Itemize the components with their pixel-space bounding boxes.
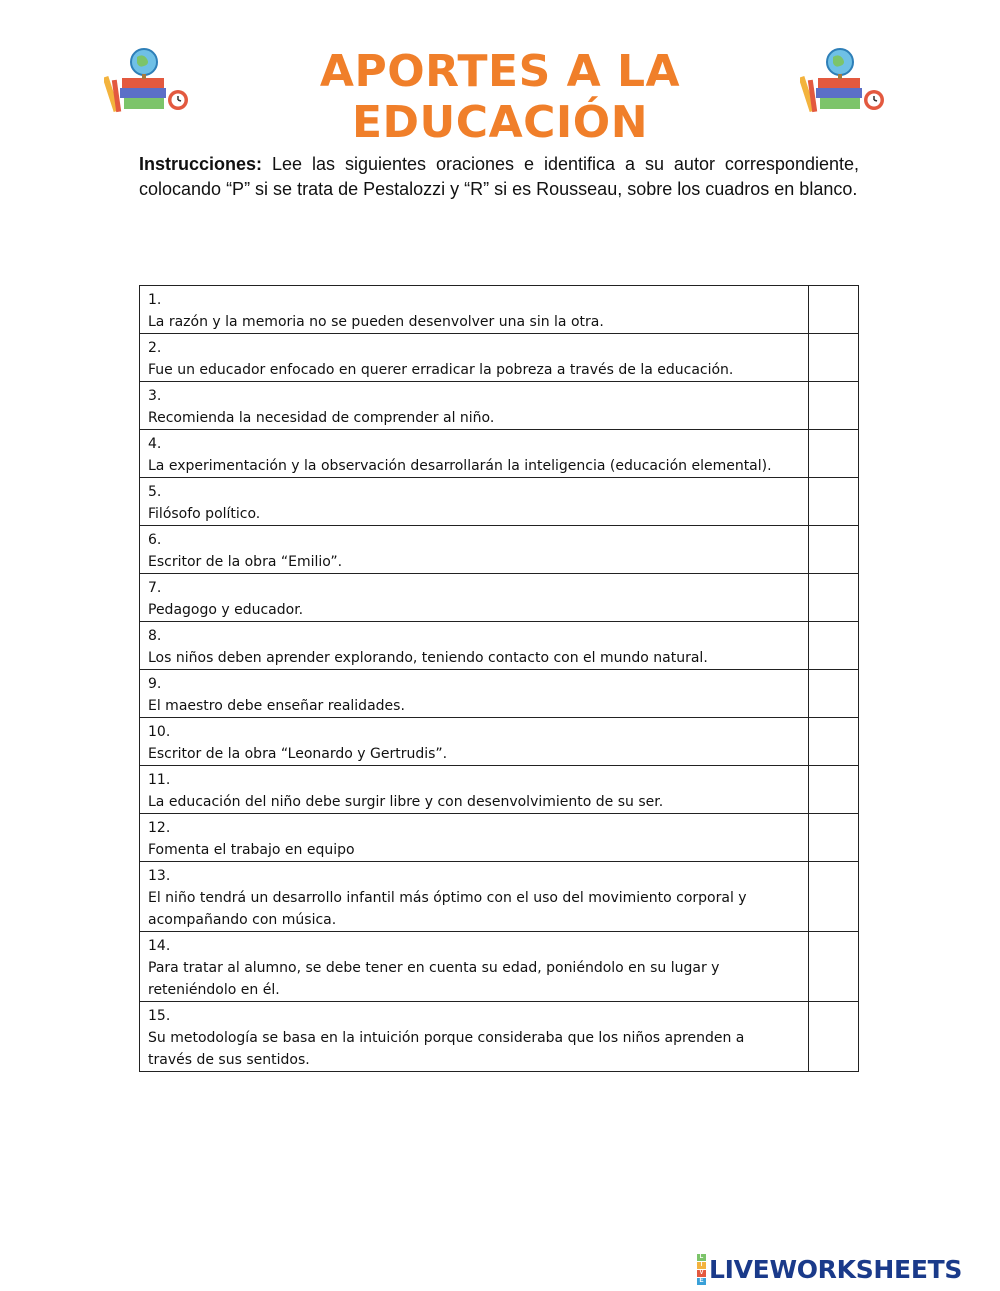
answer-box[interactable] — [809, 382, 859, 430]
question-text: La experimentación y la observación desarrollarán la inteligencia (educación elemental). — [148, 458, 772, 474]
question-text: Los niños deben aprender explorando, teniendo contacto con el mundo natural. — [148, 650, 708, 666]
question-number: 15. — [148, 1008, 171, 1024]
question-cell — [140, 478, 809, 526]
question-text: El niño tendrá un desarrollo infantil más óptimo con el uso del movimiento corporal y acompañando con música. — [148, 890, 747, 928]
table-row — [140, 814, 859, 862]
question-cell — [140, 334, 809, 382]
answer-box[interactable] — [809, 478, 859, 526]
answer-box[interactable] — [809, 718, 859, 766]
question-text: Escritor de la obra “Emilio”. — [148, 554, 343, 570]
answer-box[interactable] — [809, 814, 859, 862]
question-number: 2. — [148, 340, 162, 356]
question-cell — [140, 766, 809, 814]
question-cell — [140, 574, 809, 622]
question-cell — [140, 1002, 809, 1072]
logo-mark-letter: I — [697, 1262, 706, 1269]
question-cell — [140, 932, 809, 1002]
question-number: 3. — [148, 388, 162, 404]
logo-mark-letter: E — [697, 1278, 706, 1285]
answer-box[interactable] — [809, 622, 859, 670]
question-number: 10. — [148, 724, 171, 740]
logo-mark-letter: V — [697, 1270, 706, 1277]
table-row — [140, 932, 859, 1002]
question-number: 1. — [148, 292, 162, 308]
header — [0, 40, 1000, 148]
question-cell — [140, 286, 809, 334]
answer-box[interactable] — [809, 932, 859, 1002]
question-number: 4. — [148, 436, 162, 452]
answer-box[interactable] — [809, 286, 859, 334]
question-text: La educación del niño debe surgir libre y con desenvolvimiento de su ser. — [148, 794, 664, 810]
question-number: 5. — [148, 484, 162, 500]
liveworksheets-logo — [697, 1254, 962, 1284]
table-row — [140, 862, 859, 932]
question-text: Filósofo político. — [148, 506, 261, 522]
question-text: Escritor de la obra “Leonardo y Gertrudis”. — [148, 746, 448, 762]
table-row — [140, 1002, 859, 1072]
question-cell — [140, 814, 809, 862]
question-number: 12. — [148, 820, 171, 836]
question-cell — [140, 670, 809, 718]
question-text: La razón y la memoria no se pueden desenvolver una sin la otra. — [148, 314, 604, 330]
question-text: Fomenta el trabajo en equipo — [148, 842, 355, 858]
question-text: Su metodología se basa en la intuición porque consideraba que los niños aprenden a través de sus sentidos. — [148, 1030, 745, 1068]
question-cell — [140, 718, 809, 766]
question-text: Para tratar al alumno, se debe tener en cuenta su edad, poniéndolo en su lugar y reteniéndolo en él. — [148, 960, 720, 998]
answer-box[interactable] — [809, 862, 859, 932]
questions-table — [139, 285, 859, 1072]
answer-box[interactable] — [809, 430, 859, 478]
answer-box[interactable] — [809, 670, 859, 718]
logo-text: LIVEWORKSHEETS — [709, 1254, 963, 1284]
question-cell — [140, 622, 809, 670]
answer-box[interactable] — [809, 574, 859, 622]
question-number: 13. — [148, 868, 171, 884]
question-cell — [140, 526, 809, 574]
table-row — [140, 478, 859, 526]
table-row — [140, 670, 859, 718]
logo-mark-icon — [697, 1254, 706, 1285]
instructions-label: Instrucciones: — [139, 154, 263, 174]
question-number: 6. — [148, 532, 162, 548]
question-text: Recomienda la necesidad de comprender al niño. — [148, 410, 495, 426]
answer-box[interactable] — [809, 334, 859, 382]
page-title: APORTES A LA EDUCACIÓN — [319, 46, 681, 148]
instructions — [139, 152, 859, 202]
question-number: 14. — [148, 938, 171, 954]
question-cell — [140, 430, 809, 478]
table-row — [140, 382, 859, 430]
question-number: 9. — [148, 676, 162, 692]
table-row — [140, 574, 859, 622]
school-books-globe-icon — [800, 40, 890, 120]
question-text: Fue un educador enfocado en querer erradicar la pobreza a través de la educación. — [148, 362, 734, 378]
table-row — [140, 430, 859, 478]
question-number: 7. — [148, 580, 162, 596]
table-row — [140, 286, 859, 334]
answer-box[interactable] — [809, 1002, 859, 1072]
answer-box[interactable] — [809, 766, 859, 814]
table-row — [140, 622, 859, 670]
question-number: 11. — [148, 772, 171, 788]
question-text: Pedagogo y educador. — [148, 602, 304, 618]
table-row — [140, 718, 859, 766]
table-row — [140, 766, 859, 814]
table-row — [140, 526, 859, 574]
school-books-globe-icon — [104, 40, 194, 120]
instructions-text: Lee las siguientes oraciones e identifica a su autor correspondiente, colocando “P” si se trata de Pestalozzi y “R” si es Rousseau, sobre los cuadros en blanco. — [139, 154, 859, 199]
logo-mark-letter: L — [697, 1254, 706, 1261]
question-cell — [140, 382, 809, 430]
question-cell — [140, 862, 809, 932]
question-number: 8. — [148, 628, 162, 644]
answer-box[interactable] — [809, 526, 859, 574]
table-row — [140, 334, 859, 382]
question-text: El maestro debe enseñar realidades. — [148, 698, 405, 714]
